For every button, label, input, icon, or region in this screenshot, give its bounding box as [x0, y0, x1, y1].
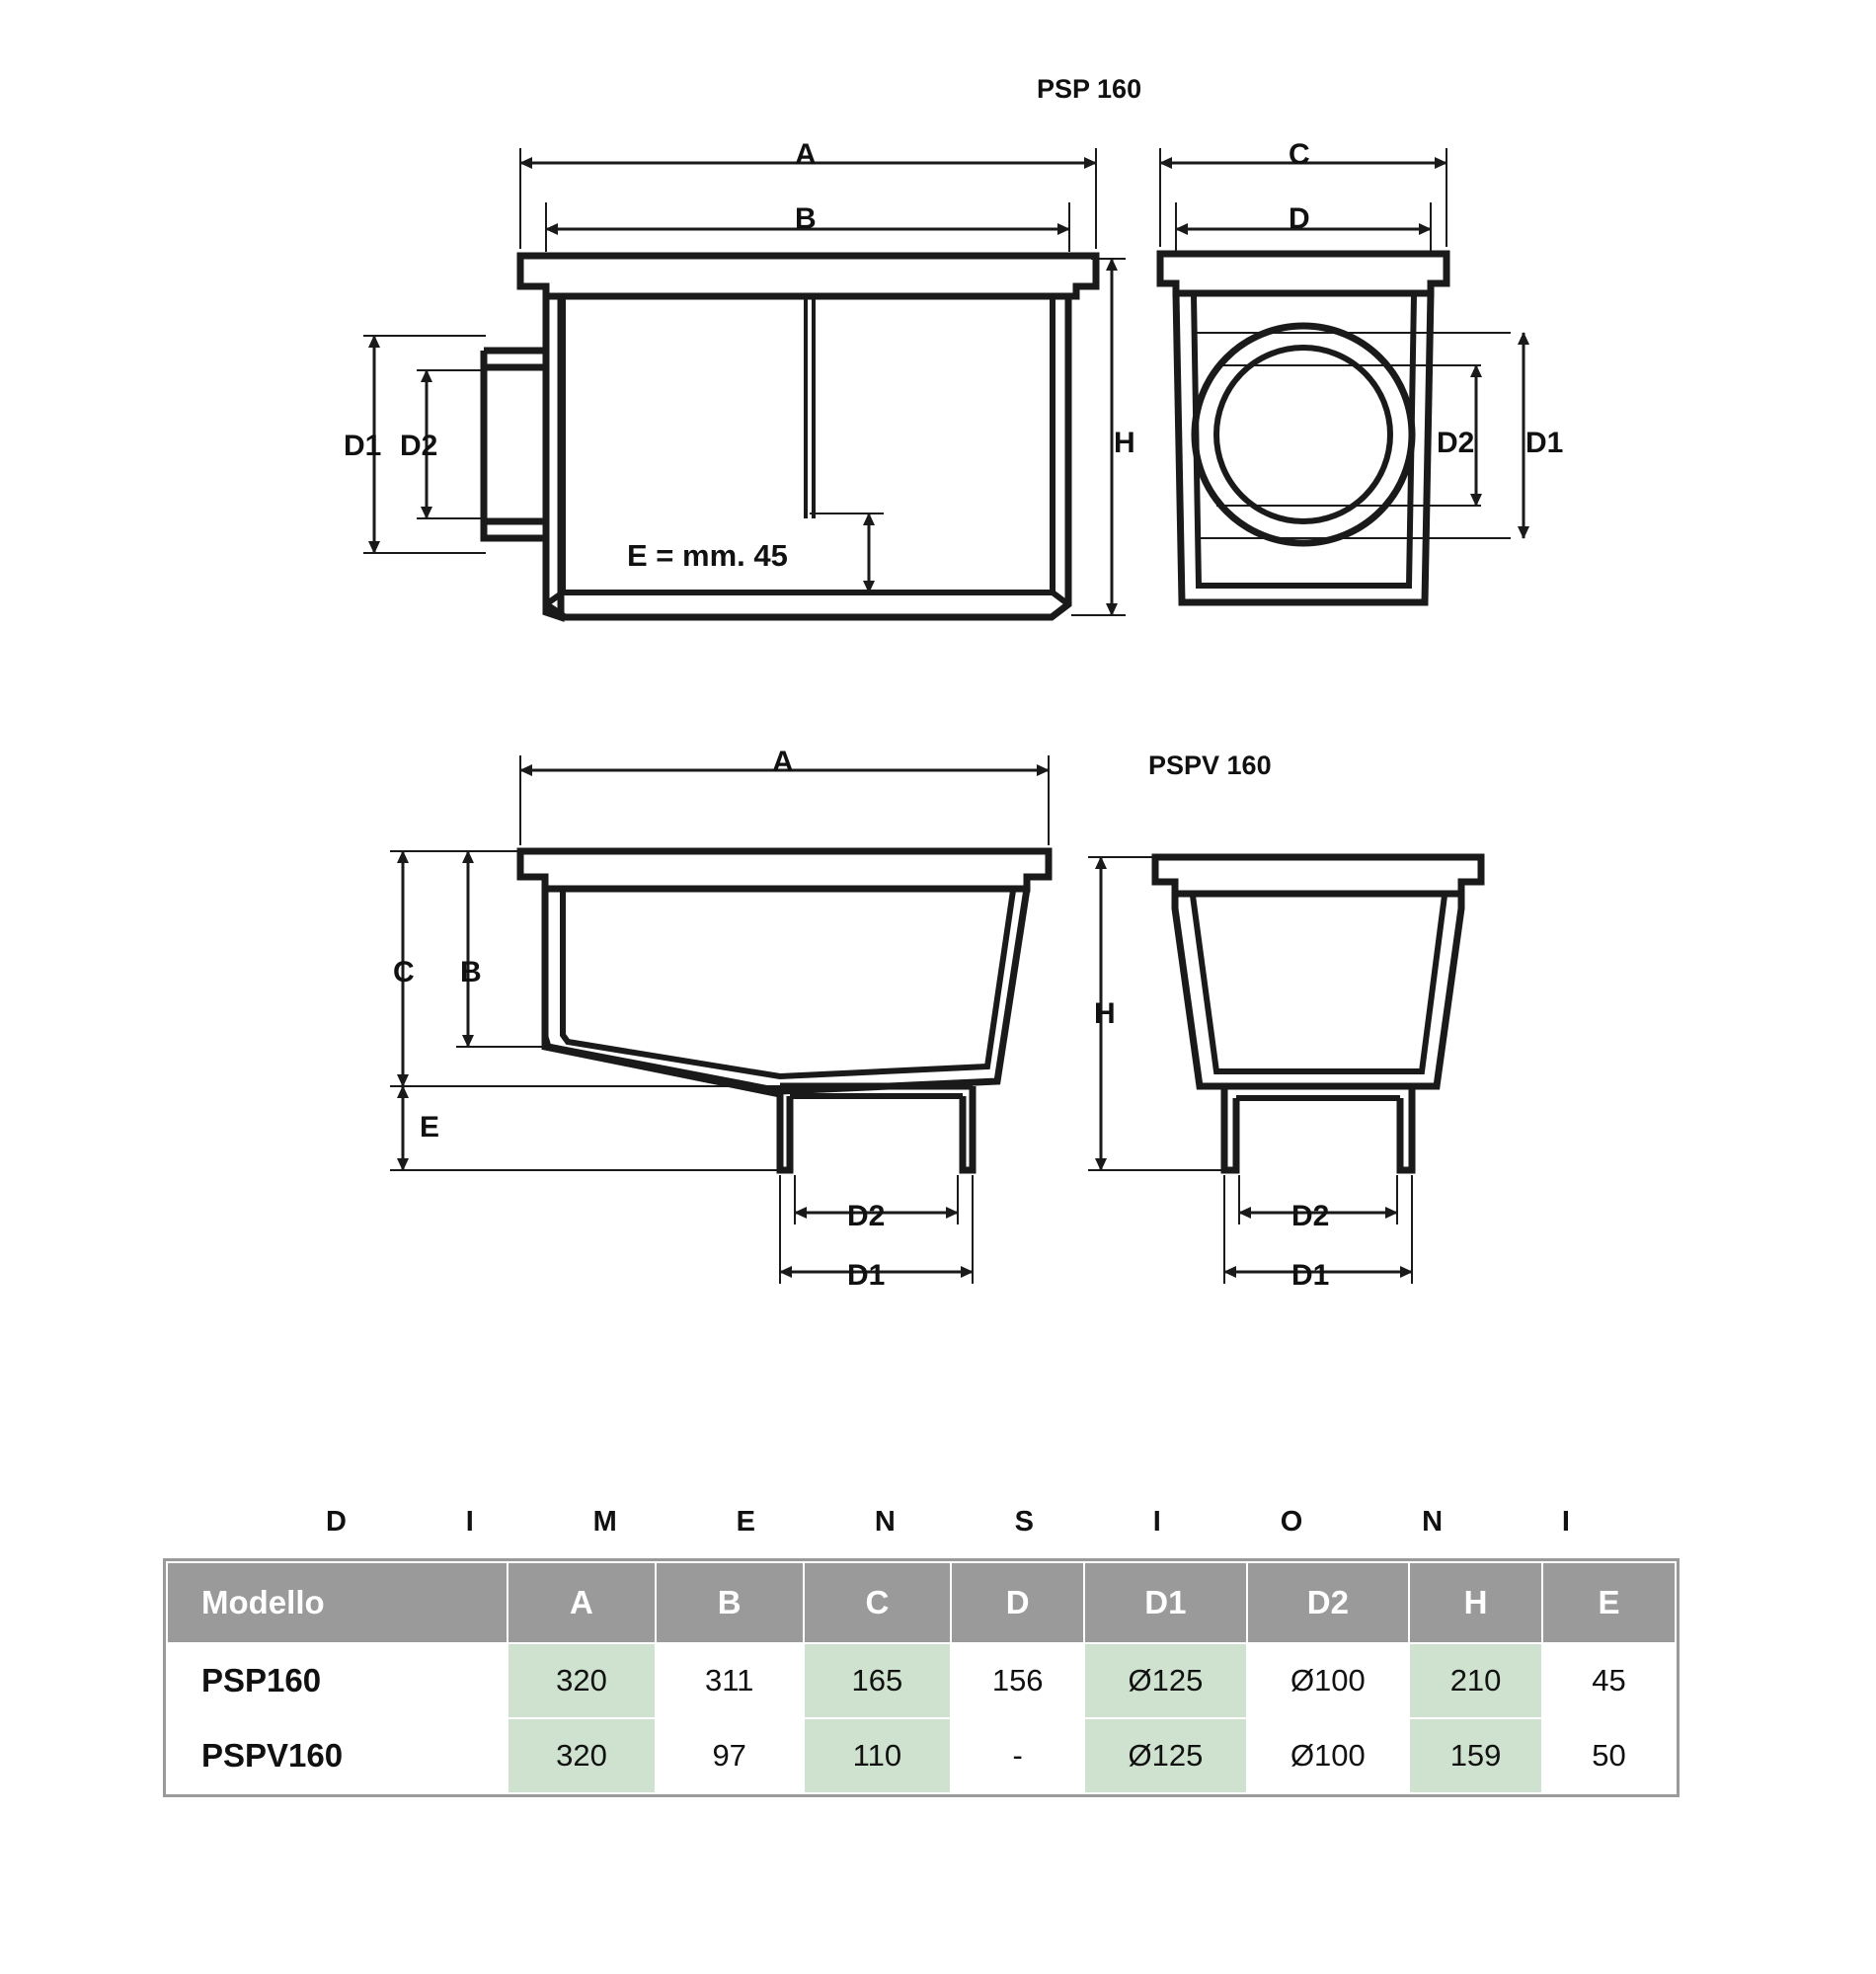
table-header-row: [167, 1562, 1676, 1643]
col-header-d: D: [951, 1562, 1084, 1643]
caption-letter: M: [592, 1506, 617, 1538]
cell-d: -: [951, 1718, 1084, 1793]
pspv160-dim-a-label: A: [772, 746, 794, 778]
cell-c: 165: [804, 1643, 952, 1718]
pspv160-dim-c-label: C: [393, 956, 415, 988]
dimensions-table: [166, 1561, 1677, 1794]
psp160-dim-b-label: B: [795, 202, 817, 235]
psp160-e-note: E = mm. 45: [627, 538, 788, 573]
cell-a: 320: [508, 1643, 656, 1718]
caption-letter: S: [1014, 1506, 1034, 1538]
cell-model: PSPV160: [167, 1718, 508, 1793]
psp160-dim-d1-label: D1: [344, 430, 382, 462]
col-header-b: B: [656, 1562, 804, 1643]
caption-letter: D: [326, 1506, 347, 1538]
cell-d1: Ø125: [1084, 1718, 1246, 1793]
col-header-modello: Modello: [167, 1562, 508, 1643]
psp160-front-dim-d1-label: D1: [1525, 427, 1564, 459]
caption-letter: I: [1152, 1506, 1161, 1538]
psp160-dim-h-label: H: [1114, 427, 1135, 459]
col-header-e: E: [1542, 1562, 1676, 1643]
cell-h: 159: [1409, 1718, 1542, 1793]
cell-d2: Ø100: [1247, 1718, 1409, 1793]
caption-letter: N: [1422, 1506, 1444, 1538]
psp160-front-dim-d2-label: D2: [1437, 427, 1475, 459]
cell-e: 50: [1542, 1718, 1676, 1793]
caption-letter: I: [465, 1506, 474, 1538]
table-row: [167, 1643, 1676, 1718]
col-header-d1: D1: [1084, 1562, 1246, 1643]
pspv160-front-dim-h-label: H: [1094, 997, 1116, 1030]
pspv160-dim-d2-label: D2: [847, 1200, 886, 1232]
psp160-title: PSP 160: [1037, 74, 1142, 104]
cell-a: 320: [508, 1718, 656, 1793]
dimensions-table-wrapper: [163, 1558, 1680, 1797]
dimensioni-caption: [326, 1506, 1570, 1539]
cell-h: 210: [1409, 1643, 1542, 1718]
psp160-front-dim-d-label: D: [1289, 202, 1310, 235]
cell-c: 110: [804, 1718, 952, 1793]
pspv160-title: PSPV 160: [1148, 750, 1272, 780]
caption-letter: E: [736, 1506, 756, 1538]
pspv160-front-dim-d1-label: D1: [1291, 1259, 1330, 1292]
psp160-dim-d2-label: D2: [400, 430, 438, 462]
col-header-h: H: [1409, 1562, 1542, 1643]
table-row: [167, 1718, 1676, 1793]
pspv160-dim-d1-label: D1: [847, 1259, 886, 1292]
col-header-c: C: [804, 1562, 952, 1643]
psp160-dim-c-label: C: [1289, 138, 1310, 171]
caption-letter: O: [1280, 1506, 1303, 1538]
pspv160-dim-e-label: E: [420, 1111, 440, 1144]
caption-letter: N: [874, 1506, 896, 1538]
cell-model: PSP160: [167, 1643, 508, 1718]
psp160-dim-a-label: A: [795, 138, 817, 171]
cell-b: 97: [656, 1718, 804, 1793]
col-header-d2: D2: [1247, 1562, 1409, 1643]
cell-e: 45: [1542, 1643, 1676, 1718]
cell-d: 156: [951, 1643, 1084, 1718]
cell-b: 311: [656, 1643, 804, 1718]
caption-letter: I: [1561, 1506, 1570, 1538]
pspv160-front-dim-d2-label: D2: [1291, 1200, 1330, 1232]
cell-d2: Ø100: [1247, 1643, 1409, 1718]
cell-d1: Ø125: [1084, 1643, 1246, 1718]
pspv160-dim-b-label: B: [460, 956, 482, 988]
col-header-a: A: [508, 1562, 656, 1643]
